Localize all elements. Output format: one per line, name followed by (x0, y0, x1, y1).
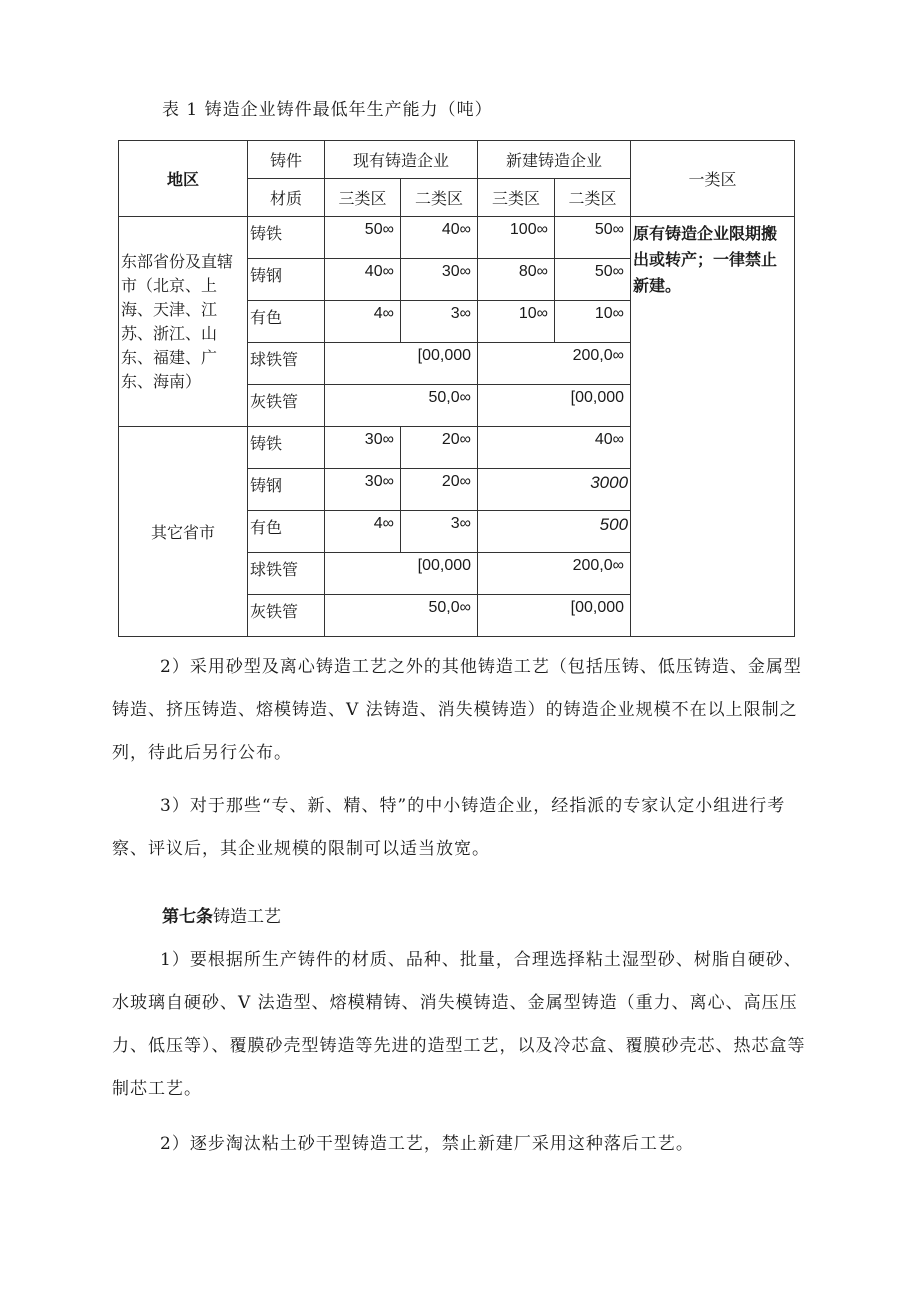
value-cell: 50,0∞ (325, 385, 478, 427)
material-cell: 球铁管 (248, 553, 325, 595)
material-cell: 球铁管 (248, 343, 325, 385)
value-cell: 200,0∞ (478, 343, 631, 385)
header-new: 新建铸造企业 (478, 141, 631, 179)
value-cell: 50∞ (555, 259, 631, 301)
paragraph-text: 2）逐步淘汰粘土砂干型铸造工艺，禁止新建厂采用这种落后工艺。 (160, 1134, 694, 1154)
material-cell: 铸钢 (248, 469, 325, 511)
paragraph-molding-process (112, 939, 812, 1111)
value-cell: 500 (478, 511, 631, 553)
section-title: 铸造工艺 (213, 907, 281, 927)
header-region: 地区 (119, 141, 248, 217)
value-cell: [00,000 (478, 595, 631, 637)
header-class1: 一类区 (631, 141, 795, 217)
paragraph-text: 3）对于那些“专、新、精、特”的中小铸造企业，经指派的专家认定小组进行考察、评议后，其企业规模的限制可以适当放宽。 (112, 796, 786, 859)
class1-note-cell: 原有铸造企业限期搬出或转产；一律禁止新建。 (631, 217, 795, 637)
value-cell: 50∞ (555, 217, 631, 259)
value-cell: 3∞ (401, 301, 478, 343)
header-material-line1: 铸件 (248, 141, 325, 179)
material-cell: 有色 (248, 301, 325, 343)
value-cell: 30∞ (325, 469, 401, 511)
value-cell: 3∞ (401, 511, 478, 553)
table-caption: 表 1 铸造企业铸件最低年生产能力（吨） (162, 100, 493, 120)
material-cell: 有色 (248, 511, 325, 553)
value-cell: 10∞ (478, 301, 555, 343)
material-cell: 灰铁管 (248, 595, 325, 637)
value-cell: 3000 (478, 469, 631, 511)
material-cell: 灰铁管 (248, 385, 325, 427)
material-cell: 铸铁 (248, 427, 325, 469)
material-cell: 铸钢 (248, 259, 325, 301)
value-cell: 20∞ (401, 469, 478, 511)
section-heading (162, 902, 281, 927)
value-cell: 30∞ (325, 427, 401, 469)
value-cell: 40∞ (478, 427, 631, 469)
header-existing-class2: 二类区 (401, 179, 478, 217)
value-cell: [00,000 (325, 343, 478, 385)
value-cell: [00,000 (478, 385, 631, 427)
value-cell: 4∞ (325, 301, 401, 343)
paragraph-special-smes (112, 785, 812, 871)
header-material-line2: 材质 (248, 179, 325, 217)
header-new-class3: 三类区 (478, 179, 555, 217)
section-number: 第七条 (162, 907, 213, 927)
header-new-class2: 二类区 (555, 179, 631, 217)
paragraph-other-processes (112, 646, 812, 775)
value-cell: [00,000 (325, 553, 478, 595)
value-cell: 200,0∞ (478, 553, 631, 595)
material-cell: 铸铁 (248, 217, 325, 259)
table-row (119, 217, 795, 259)
value-cell: 40∞ (325, 259, 401, 301)
paragraph-text: 1）要根据所生产铸件的材质、品种、批量，合理选择粘土湿型砂、树脂自硬砂、水玻璃自硬砂、V 法造型、熔模精铸、消失模铸造、金属型铸造（重力、离心、高压压力、低压等）、覆膜砂壳型铸造等先进的造型工艺，以及冷芯盒、覆膜砂壳芯、热芯盒等制芯工艺。 (112, 950, 806, 1099)
east-region-cell: 东部省份及直辖市（北京、上海、天津、江苏、浙江、山东、福建、广东、海南） (119, 217, 248, 427)
header-existing: 现有铸造企业 (325, 141, 478, 179)
value-cell: 30∞ (401, 259, 478, 301)
value-cell: 100∞ (478, 217, 555, 259)
value-cell: 80∞ (478, 259, 555, 301)
paragraph-phase-out (112, 1123, 812, 1166)
header-existing-class3: 三类区 (325, 179, 401, 217)
value-cell: 10∞ (555, 301, 631, 343)
capacity-table (118, 140, 795, 637)
other-region-cell: 其它省市 (119, 427, 248, 637)
value-cell: 20∞ (401, 427, 478, 469)
paragraph-text: 2）采用砂型及离心铸造工艺之外的其他铸造工艺（包括压铸、低压铸造、金属型铸造、挤压铸造、熔模铸造、V 法铸造、消失模铸造）的铸造企业规模不在以上限制之列，待此后另行公布。 (112, 657, 802, 763)
value-cell: 50,0∞ (325, 595, 478, 637)
value-cell: 4∞ (325, 511, 401, 553)
value-cell: 50∞ (325, 217, 401, 259)
value-cell: 40∞ (401, 217, 478, 259)
